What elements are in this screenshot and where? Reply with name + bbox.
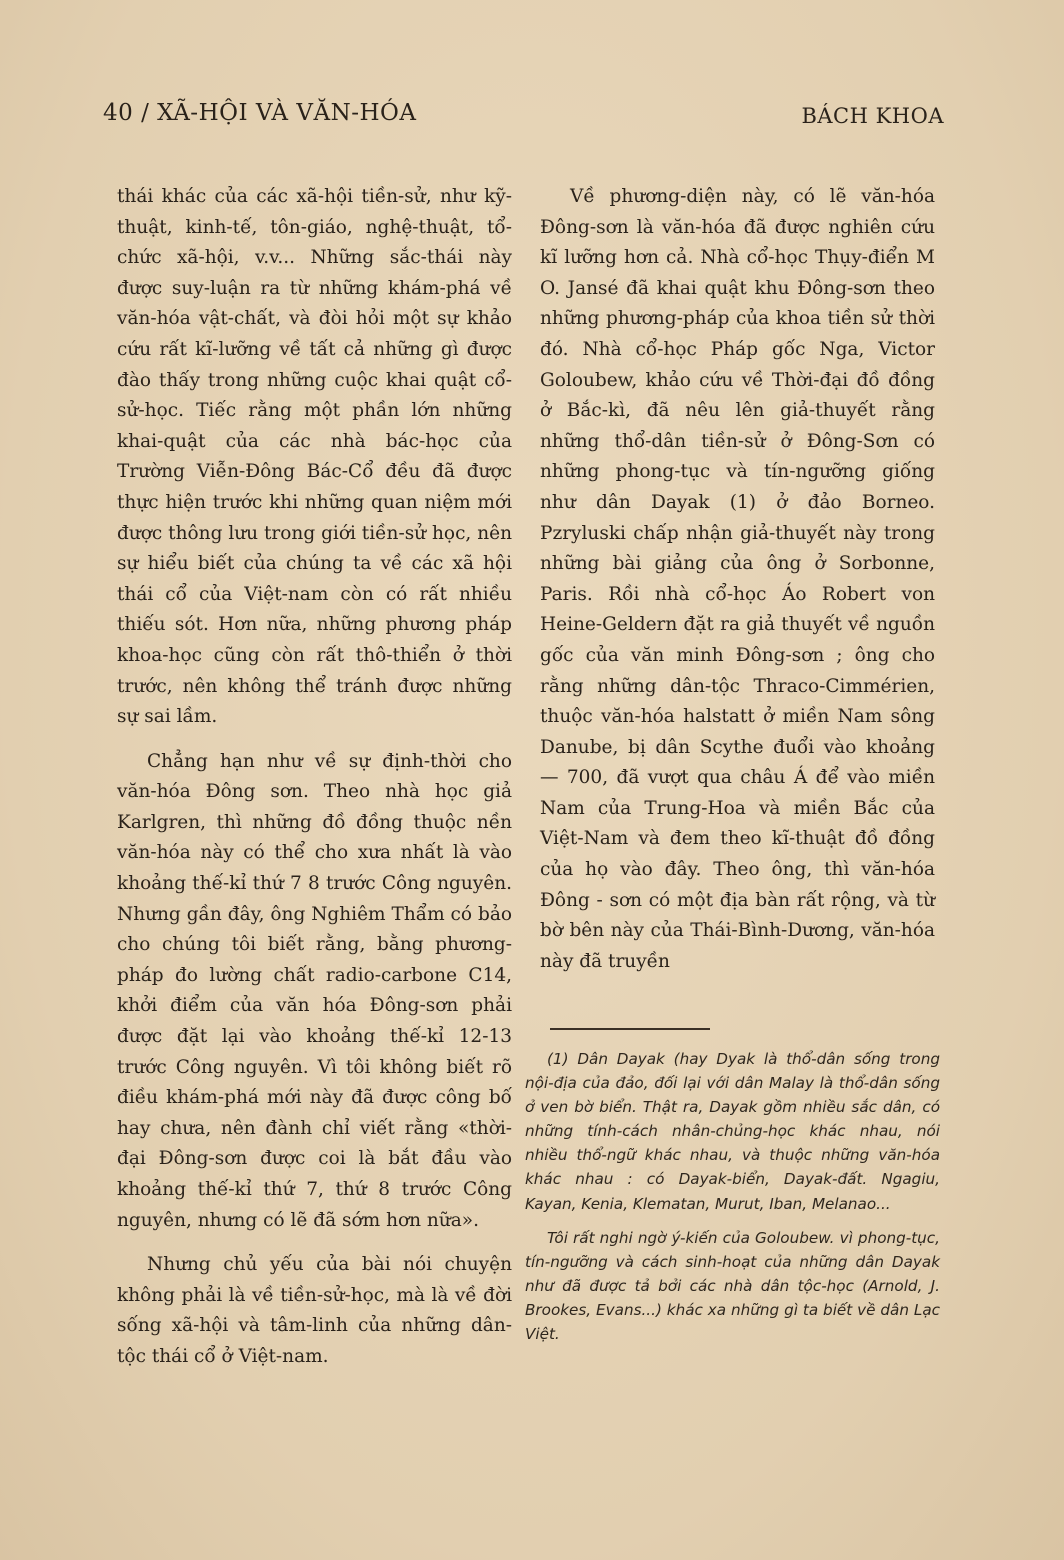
running-header-section: 40 / XÃ-HỘI VÀ VĂN-HÓA: [103, 100, 417, 126]
footnote-1: (1) Dân Dayak (hay Dyak là thổ-dân sống trong nội-địa của đảo, đối lại với dân Malay là thổ-dân sống ở ven bờ biển. Thật ra, Dayak gồm nhiều sắc dân, có những tính-cách nhân-chủng-học khác nhau, nói nhiều thổ-ngữ khác nhau, và thuộc những văn-hóa khác nhau : có Dayak-biển, Dayak-đất. Ngagiu, Kayan, Kenia, Klematan, Murut, Iban, Melanao...: [525, 1050, 940, 1213]
right-column: [540, 182, 935, 977]
right-paragraph-1: Về phương-diện này, có lẽ văn-hóa Đông-sơn là văn-hóa đã được nghiên cứu kĩ lưỡng hơn cả. Nhà cổ-học Thụy-điển M O. Jansé đã khai quật khu Đông-sơn theo những phương-pháp của khoa tiền sử thời đó. Nhà cổ-học Pháp gốc Nga, Victor Goloubew, khảo cứu về Thời-đại đồ đồng ở Bắc-kì, đã nêu lên giả-thuyết rằng những thổ-dân tiền-sử ở Đông-Sơn có những phong-tục và tín-ngưỡng giống như dân Dayak (1) ở đảo Borneo. Pzryluski chấp nhận giả-thuyết này trong những bài giảng của ông ở Sorbonne, Paris. Rồi nhà cổ-học Áo Robert von Heine-Geldern đặt ra giả thuyết về nguồn gốc của văn minh Đông-sơn ; ông cho rằng những dân-tộc Thraco-Cimmérien, thuộc văn-hóa halstatt ở miền Nam sông Danube, bị dân Scythe đuổi vào khoảng — 700, đã vượt qua châu Á để vào miền Nam của Trung-Hoa và miền Bắc của Việt-Nam và đem theo kĩ-thuật đồ đồng của họ vào đây. Theo ông, thì văn-hóa Đông - sơn có một địa bàn rất rộng, và từ bờ bên này của Thái-Bình-Dương, văn-hóa này đã truyền: [540, 186, 935, 972]
left-paragraph-3: Nhưng chủ yếu của bài nói chuyện không phải là về tiền-sử-học, mà là về đời sống xã-hội và tâm-linh của những dân-tộc thái cổ ở Việt-nam.: [117, 1254, 512, 1367]
footnote-comment: Tôi rất nghi ngờ ý-kiến của Goloubew. vì phong-tục, tín-ngưỡng và cách sinh-hoạt của những dân Dayak như đã được tả bởi các nhà dân tộc-học (Arnold, J. Brookes, Evans...) khác xa những gì ta biết về dân Lạc Việt.: [525, 1228, 940, 1344]
left-column: [117, 182, 512, 1373]
footnote-divider: [550, 1028, 710, 1030]
left-paragraph-2: Chẳng hạn như về sự định-thời cho văn-hóa Đông sơn. Theo nhà học giả Karlgren, thì những đồ đồng thuộc nền văn-hóa này có thể cho xưa nhất là vào khoảng thế-kỉ thứ 7 8 trước Công nguyên. Nhưng gần đây, ông Nghiêm Thẩm có bảo cho chúng tôi biết rằng, bằng phương-pháp đo lường chất radio-carbone C14, khởi điểm của văn hóa Đông-sơn phải được đặt lại vào khoảng thế-kỉ 12-13 trước Công nguyên. Vì tôi không biết rõ điều khám-phá mới này đã được công bố hay chưa, nên đành chỉ viết rằng «thời-đại Đông-sơn được coi là bắt đầu vào khoảng thế-kỉ thứ 7, thứ 8 trước Công nguyên, nhưng có lẽ đã sớm hơn nữa».: [117, 750, 512, 1231]
running-header-magazine: BÁCH KHOA: [801, 104, 944, 128]
footnotes: [525, 1047, 940, 1346]
left-paragraph-1: thái khác của các xã-hội tiền-sử, như kỹ-thuật, kinh-tế, tôn-giáo, nghệ-thuật, tổ-chức xã-hội, v.v... Những sắc-thái này được suy-luận ra từ những khám-phá về văn-hóa vật-chất, và đòi hỏi một sự khảo cứu rất kĩ-lưỡng về tất cả những gì được đào thấy trong những cuộc khai quật cổ-sử-học. Tiếc rằng một phần lớn những khai-quật của các nhà bác-học của Trường Viễn-Đông Bác-Cổ đều đã được thực hiện trước khi những quan niệm mới được thông lưu trong giới tiền-sử học, nên sự hiểu biết của chúng ta về các xã hội thái cổ của Việt-nam còn có rất nhiều thiếu sót. Hơn nữa, những phương pháp khoa-học cũng còn rất thô-thiển ở thời trước, nên không thể tránh được những sự sai lầm.: [117, 186, 512, 728]
